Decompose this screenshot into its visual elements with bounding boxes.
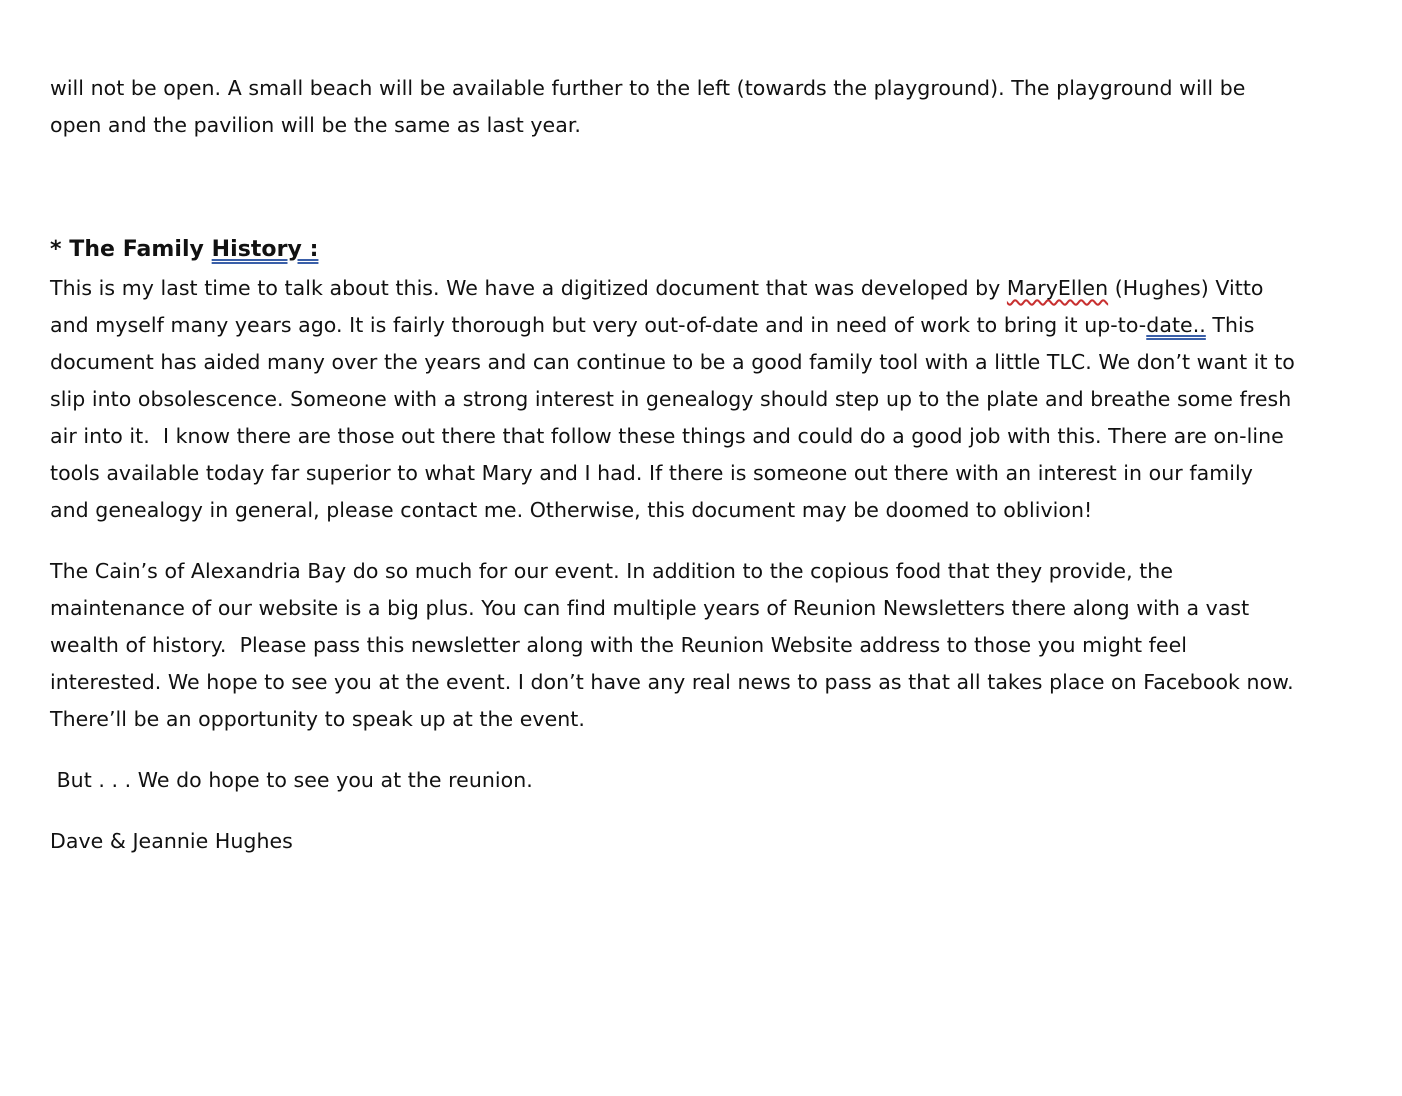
spellcheck-name-maryellen: MaryEllen xyxy=(1006,276,1109,300)
intro-line: will not be open. A small beach will be available further to the left (towards the playground). The playground will be xyxy=(50,76,1246,100)
closing-line: But . . . We do hope to see you at the reunion. xyxy=(50,768,533,792)
paragraph-line: interested. We hope to see you at the event. I don’t have any real news to pass as that all takes place on Facebook now. xyxy=(50,670,1294,694)
signature: Dave & Jeannie Hughes xyxy=(50,829,293,853)
family-history-heading xyxy=(50,230,1350,270)
paragraph-line: document has aided many over the years and can continue to be a good family tool with a little TLC. We don’t want it to xyxy=(50,350,1295,374)
paragraph-line: The Cain’s of Alexandria Bay do so much for our event. In addition to the copious food that they provide, the xyxy=(50,559,1174,583)
heading-prefix: * The Family xyxy=(50,237,212,262)
text-span: and myself many years ago. It is fairly thorough but very out-of-date and in need of work to bring it up-to- xyxy=(50,313,1147,337)
text-span: This xyxy=(1205,313,1255,337)
family-history-paragraph xyxy=(50,270,1350,529)
paragraph-line: tools available today far superior to what Mary and I had. If there is someone out there with an interest in our family xyxy=(50,461,1253,485)
intro-paragraph xyxy=(50,70,1350,144)
text-span: This is my last time to talk about this. We have a digitized document that was developed by xyxy=(50,276,1007,300)
paragraph-line xyxy=(50,307,1350,344)
text-span: (Hughes) Vitto xyxy=(1108,276,1264,300)
intro-line: open and the pavilion will be the same as last year. xyxy=(50,113,581,137)
paragraph-line: and genealogy in general, please contact me. Otherwise, this document may be doomed to oblivion! xyxy=(50,498,1093,522)
cains-paragraph xyxy=(50,553,1350,738)
heading-history-underlined: History : xyxy=(211,237,319,262)
document-page xyxy=(50,70,1350,860)
paragraph-line: air into it. I know there are those out there that follow these things and could do a good job with this. There are on-line xyxy=(50,424,1284,448)
paragraph-line xyxy=(50,270,1350,307)
paragraph-line: maintenance of our website is a big plus. You can find multiple years of Reunion Newsletters there along with a vast xyxy=(50,596,1250,620)
paragraph-line: wealth of history. Please pass this newsletter along with the Reunion Website address to those you might feel xyxy=(50,633,1187,657)
grammar-flag-date: date.. xyxy=(1146,313,1206,337)
paragraph-line: There’ll be an opportunity to speak up at the event. xyxy=(50,707,585,731)
paragraph-line: slip into obsolescence. Someone with a strong interest in genealogy should step up to the plate and breathe some fresh xyxy=(50,387,1292,411)
